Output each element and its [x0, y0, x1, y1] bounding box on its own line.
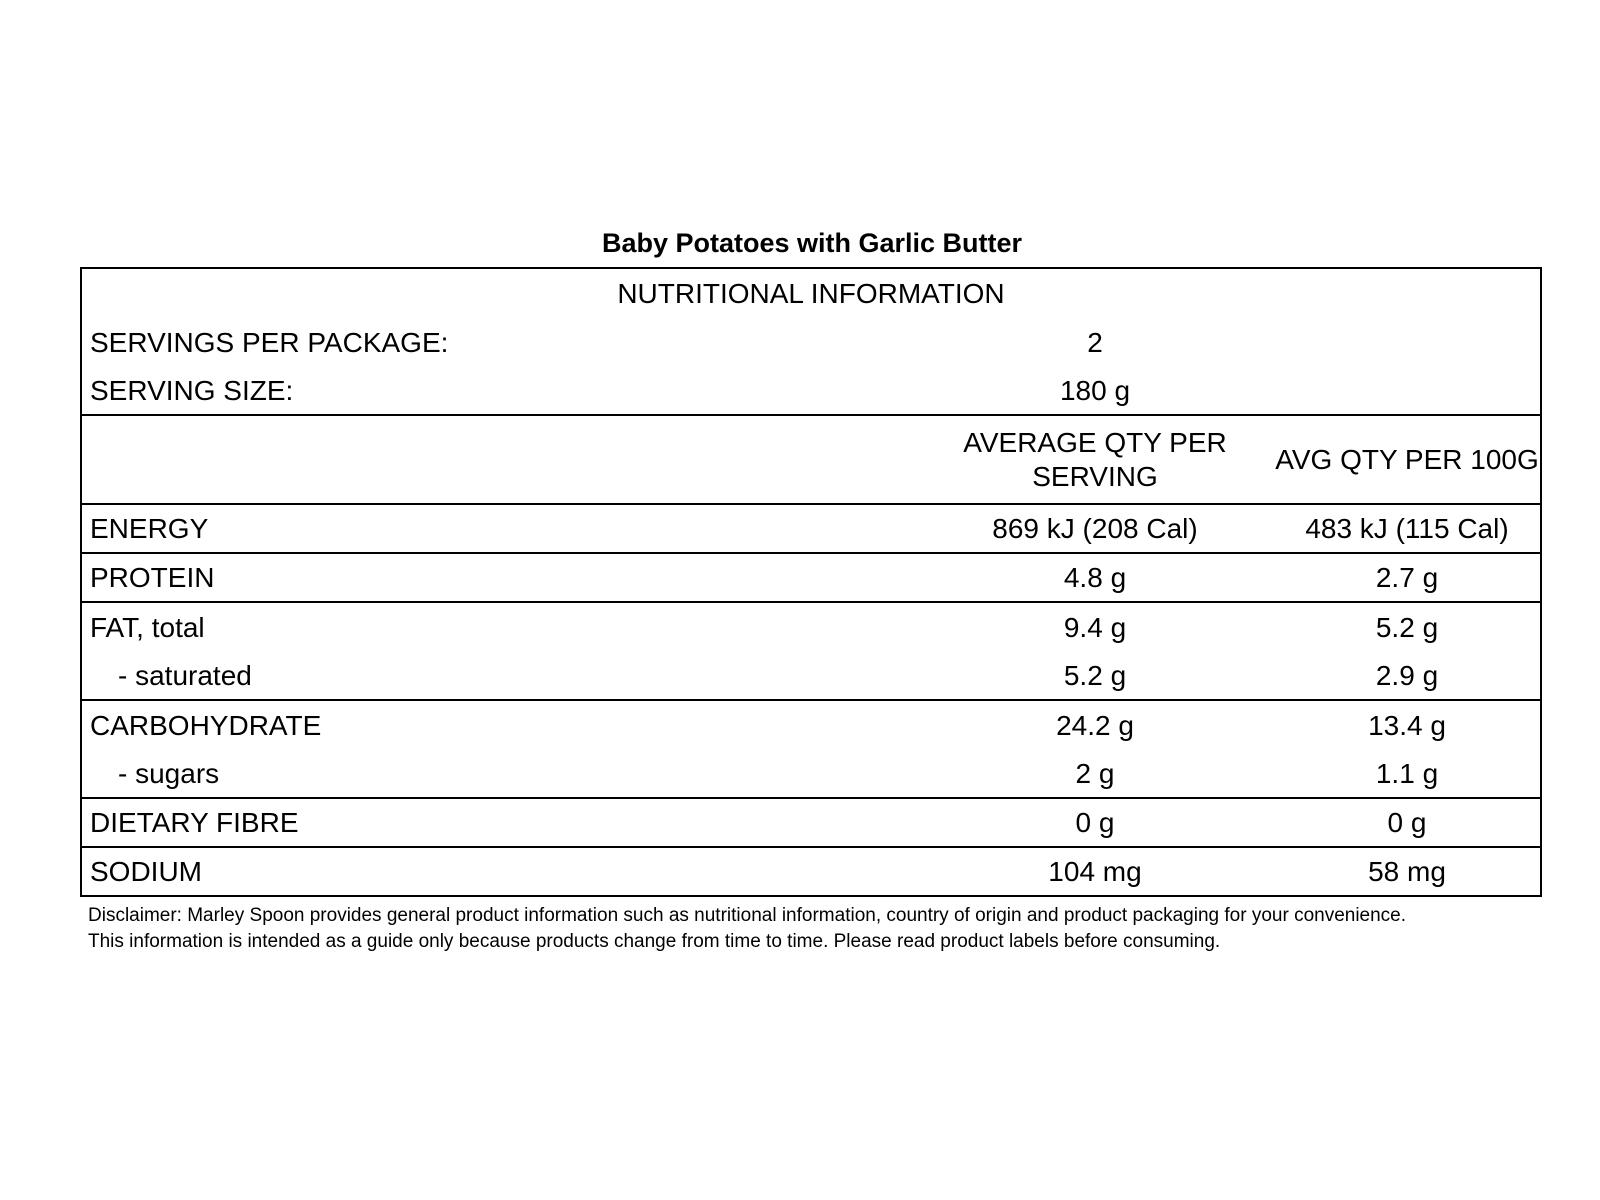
nutrient-row-protein: [82, 554, 1540, 603]
nutrient-row-sodium: [82, 848, 1540, 895]
nutrient-per-100g: 1.1 g: [1375, 757, 1439, 789]
nutrient-per-serving: 2 g: [1075, 757, 1115, 789]
nutrient-per-serving: 9.4 g: [1063, 611, 1127, 643]
nutrient-per-serving: 5.2 g: [1063, 659, 1127, 691]
panel-heading-row: [82, 269, 1540, 318]
nutrient-per-serving: 24.2 g: [1056, 709, 1134, 741]
nutrient-name: ENERGY: [90, 512, 209, 544]
serving-size-label: SERVING SIZE:: [90, 374, 294, 406]
nutrient-name: FAT, total: [90, 611, 205, 643]
nutrient-per-serving: 4.8 g: [1063, 561, 1127, 593]
recipe-title: Baby Potatoes with Garlic Butter: [601, 228, 1023, 258]
nutrient-per-100g: 0 g: [1387, 806, 1427, 838]
nutrient-row-saturated: [82, 652, 1540, 701]
nutrient-name: - sugars: [118, 757, 220, 789]
nutrient-name: CARBOHYDRATE: [90, 709, 322, 741]
nutrient-per-serving: 869 kJ (208 Cal): [992, 512, 1198, 544]
nutrient-per-serving: 0 g: [1075, 806, 1115, 838]
nutrient-per-100g: 5.2 g: [1375, 611, 1439, 643]
nutrition-panel: [80, 267, 1542, 897]
nutrient-per-serving: 104 mg: [1048, 855, 1142, 887]
nutrient-name: DIETARY FIBRE: [90, 806, 299, 838]
nutrient-per-100g: 13.4 g: [1368, 709, 1446, 741]
nutrient-row-dietary-fibre: [82, 799, 1540, 848]
nutrient-per-100g: 2.9 g: [1375, 659, 1439, 691]
nutrient-row-energy: [82, 505, 1540, 554]
nutrient-per-100g: 483 kJ (115 Cal): [1305, 512, 1509, 544]
column-header-per-serving: AVERAGE QTY PER SERVING: [963, 426, 1227, 492]
nutrient-per-100g: 58 mg: [1368, 855, 1446, 887]
nutrient-row-fat: [82, 603, 1540, 652]
nutrient-name: SODIUM: [90, 855, 202, 887]
servings-value: 2: [1087, 326, 1103, 358]
servings-label: SERVINGS PER PACKAGE:: [90, 326, 449, 358]
nutrient-row-carbohydrate: [82, 701, 1540, 750]
nutrient-name: - saturated: [118, 659, 252, 691]
disclaimer: [88, 903, 1568, 955]
panel-heading: NUTRITIONAL INFORMATION: [617, 277, 1005, 309]
column-header-row: [82, 416, 1540, 505]
disclaimer-line: This information is intended as a guide only because products change from time to time. Please read product labels before consuming.: [88, 931, 1221, 952]
nutrient-row-sugars: [82, 750, 1540, 799]
column-header-per-100g: AVG QTY PER 100G: [1275, 443, 1539, 475]
nutrient-name: PROTEIN: [90, 561, 215, 593]
serving-size-row: [82, 367, 1540, 416]
serving-size-value: 180 g: [1059, 374, 1131, 406]
disclaimer-line: Disclaimer: Marley Spoon provides general product information such as nutritional information, country of origin and product packaging for your convenience.: [88, 905, 1407, 926]
nutrient-per-100g: 2.7 g: [1375, 561, 1439, 593]
servings-row: [82, 318, 1540, 367]
